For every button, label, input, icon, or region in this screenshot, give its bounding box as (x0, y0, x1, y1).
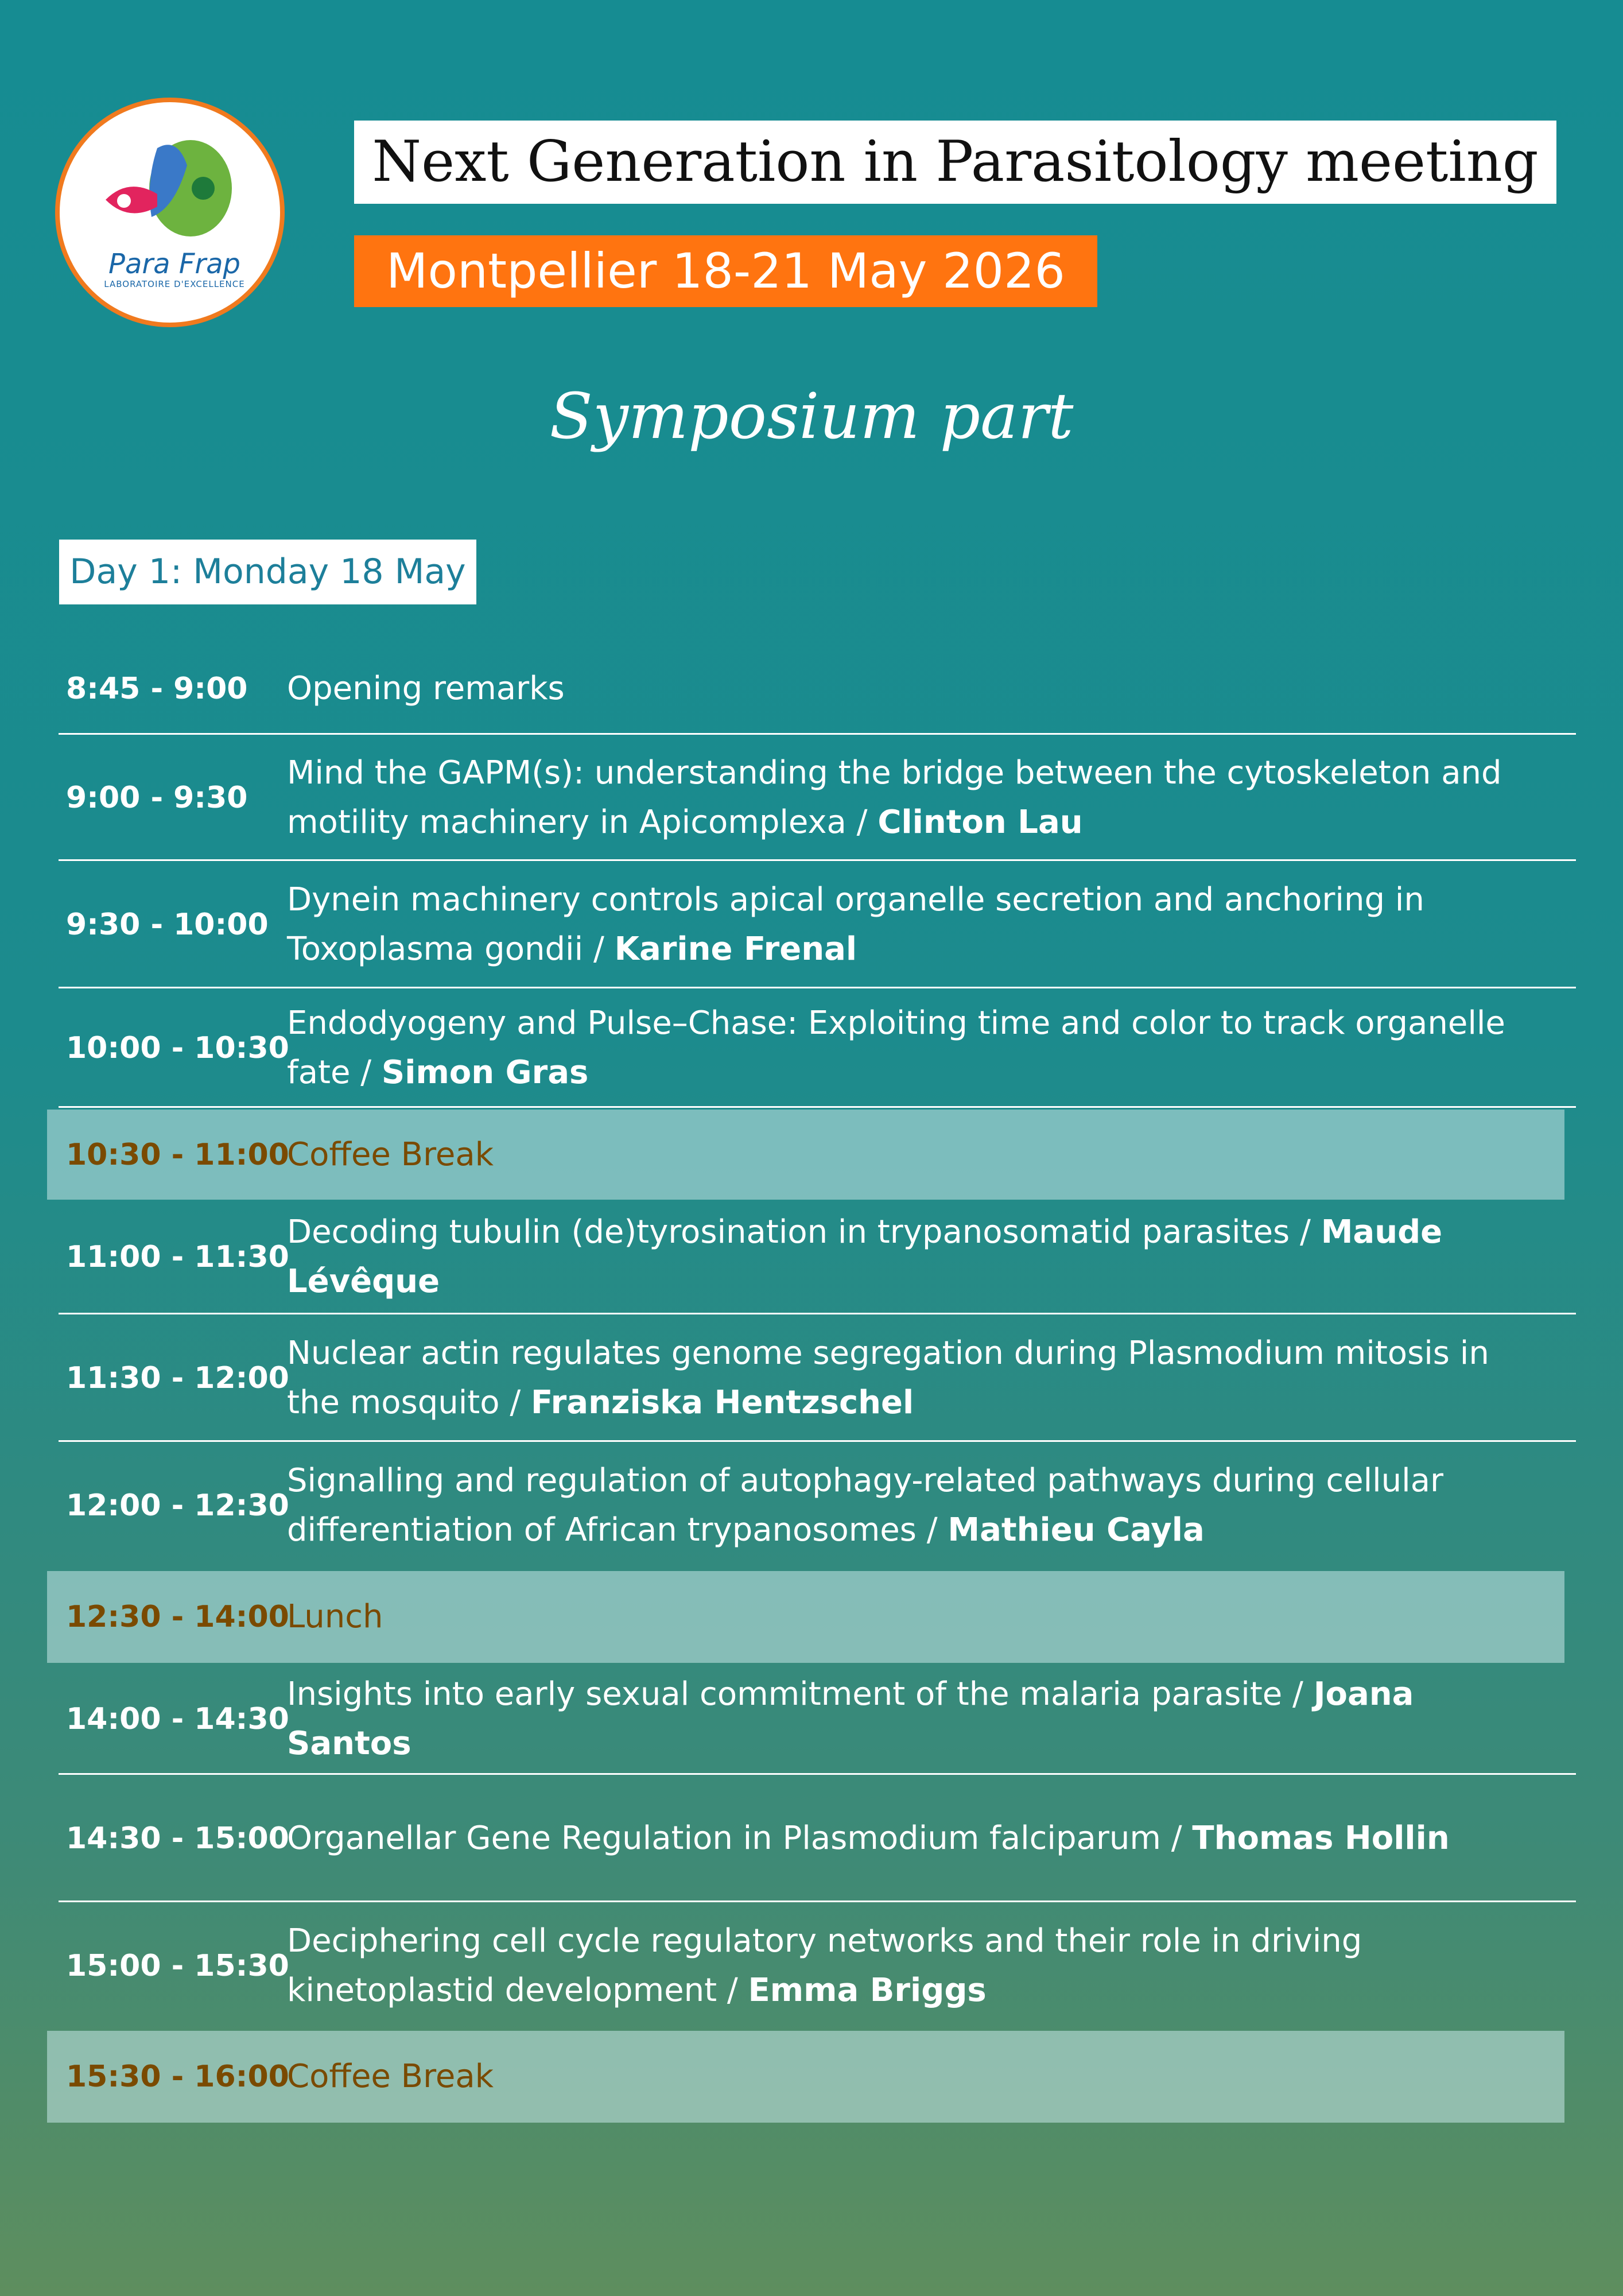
parafrap-logo-graphic (60, 102, 280, 323)
talk-speaker: Clinton Lau (877, 804, 1083, 841)
break-title: Coffee Break (287, 2058, 494, 2095)
row-divider (59, 1106, 1576, 1108)
schedule-talk (287, 2031, 1547, 2123)
talk-title: Organellar Gene Regulation in Plasmodium falciparum (287, 1820, 1161, 1857)
schedule-break-row (47, 1571, 1564, 1663)
schedule-time: 12:00 - 12:30 (66, 1488, 289, 1523)
schedule-time: 10:00 - 10:30 (66, 1031, 289, 1065)
schedule-time: 14:30 - 15:00 (66, 1821, 289, 1856)
schedule-talk: Mind the GAPM(s): understanding the bridge between the cytoskeleton and motility machinery in Apicomplexa / Clinton Lau (287, 754, 1502, 841)
schedule-talk: Signalling and regulation of autophagy-related pathways during cellular differentiation of African trypanosomes / Mathieu Cayla (287, 1462, 1444, 1549)
schedule-time: 9:00 - 9:30 (66, 781, 248, 815)
talk-title: Mind the GAPM(s): understanding the bridge between the cytoskeleton and motility machinery in Apicomplexa (287, 754, 1502, 841)
parafrap-logo (55, 98, 285, 327)
logo-wordmark: Para Frap (108, 248, 240, 280)
schedule-time: 9:30 - 10:00 (66, 907, 269, 942)
schedule-break-row (47, 1110, 1564, 1200)
schedule-time: 11:30 - 12:00 (66, 1361, 289, 1395)
schedule-row (47, 861, 1564, 988)
schedule-time: 15:30 - 16:00 (66, 2060, 289, 2094)
talk-speaker: Franziska Hentzschel (530, 1384, 914, 1421)
schedule-row (47, 1200, 1564, 1314)
talk-title: Insights into early sexual commitment of the malaria parasite (287, 1675, 1283, 1713)
schedule-talk (287, 1571, 1547, 1663)
talk-speaker: Mathieu Cayla (948, 1511, 1205, 1549)
schedule-talk (287, 1110, 1547, 1200)
talk-title: Deciphering cell cycle regulatory networks and their role in driving kinetoplastid development (287, 1922, 1362, 2009)
meeting-location-date: Montpellier 18-21 May 2026 (354, 235, 1097, 307)
section-title: Symposium part (549, 379, 1074, 453)
schedule-row (47, 1442, 1564, 1569)
talk-title: Signalling and regulation of autophagy-related pathways during cellular differentiation of African trypanosomes (287, 1462, 1444, 1549)
schedule-time: 8:45 - 9:00 (66, 672, 248, 706)
schedule-row (47, 1902, 1564, 2030)
schedule-talk: Endodyogeny and Pulse–Chase: Exploiting time and color to track organelle fate / Simon Gras (287, 1004, 1505, 1091)
break-title: Coffee Break (287, 1135, 494, 1173)
schedule-row (47, 1775, 1564, 1902)
talk-title: Decoding tubulin (de)tyrosination in trypanosomatid parasites (287, 1213, 1290, 1251)
schedule-time: 15:00 - 15:30 (66, 1949, 289, 1983)
schedule-time: 11:00 - 11:30 (66, 1240, 289, 1274)
schedule-talk: Insights into early sexual commitment of the malaria parasite / Joana Santos (287, 1675, 1414, 1762)
talk-title: Dynein machinery controls apical organelle secretion and anchoring in Toxoplasma gondii (287, 881, 1424, 968)
meeting-title: Next Generation in Parasitology meeting (354, 121, 1556, 204)
talk-speaker: Emma Briggs (748, 1972, 987, 2009)
schedule-talk: Nuclear actin regulates genome segregation during Plasmodium mitosis in the mosquito / Franziska Hentzschel (287, 1335, 1489, 1421)
talk-title: Nuclear actin regulates genome segregation during Plasmodium mitosis in the mosquito (287, 1335, 1489, 1421)
talk-speaker: Maude Lévêque (287, 1213, 1443, 1300)
talk-speaker: Simon Gras (381, 1054, 589, 1091)
schedule-time: 12:30 - 14:00 (66, 1600, 289, 1634)
talk-speaker: Thomas Hollin (1192, 1820, 1450, 1857)
schedule-talk: Decoding tubulin (de)tyrosination in trypanosomatid parasites / Maude Lévêque (287, 1213, 1443, 1300)
schedule-row (47, 1663, 1564, 1775)
schedule-talk: Dynein machinery controls apical organelle secretion and anchoring in Toxoplasma gondii / Karine Frenal (287, 881, 1424, 968)
schedule-talk: Deciphering cell cycle regulatory networks and their role in driving kinetoplastid development / Emma Briggs (287, 1922, 1362, 2009)
schedule-time: 14:00 - 14:30 (66, 1701, 289, 1736)
schedule-row (47, 643, 1564, 735)
schedule-time: 10:30 - 11:00 (66, 1137, 289, 1172)
schedule-break-row (47, 2031, 1564, 2123)
talk-title: Opening remarks (287, 670, 565, 707)
schedule-talk: Organellar Gene Regulation in Plasmodium falciparum / Thomas Hollin (287, 1820, 1450, 1857)
talk-speaker: Joana Santos (287, 1675, 1414, 1762)
schedule-row (47, 735, 1564, 861)
day-label: Day 1: Monday 18 May (59, 540, 476, 604)
break-title: Lunch (287, 1598, 383, 1635)
logo-tagline: LABORATOIRE D'EXCELLENCE (104, 279, 245, 289)
schedule-row (47, 988, 1564, 1108)
talk-speaker: Karine Frenal (614, 930, 857, 968)
schedule-row (47, 1314, 1564, 1442)
schedule-talk (287, 643, 1547, 735)
talk-title: Endodyogeny and Pulse–Chase: Exploiting time and color to track organelle fate (287, 1004, 1505, 1091)
